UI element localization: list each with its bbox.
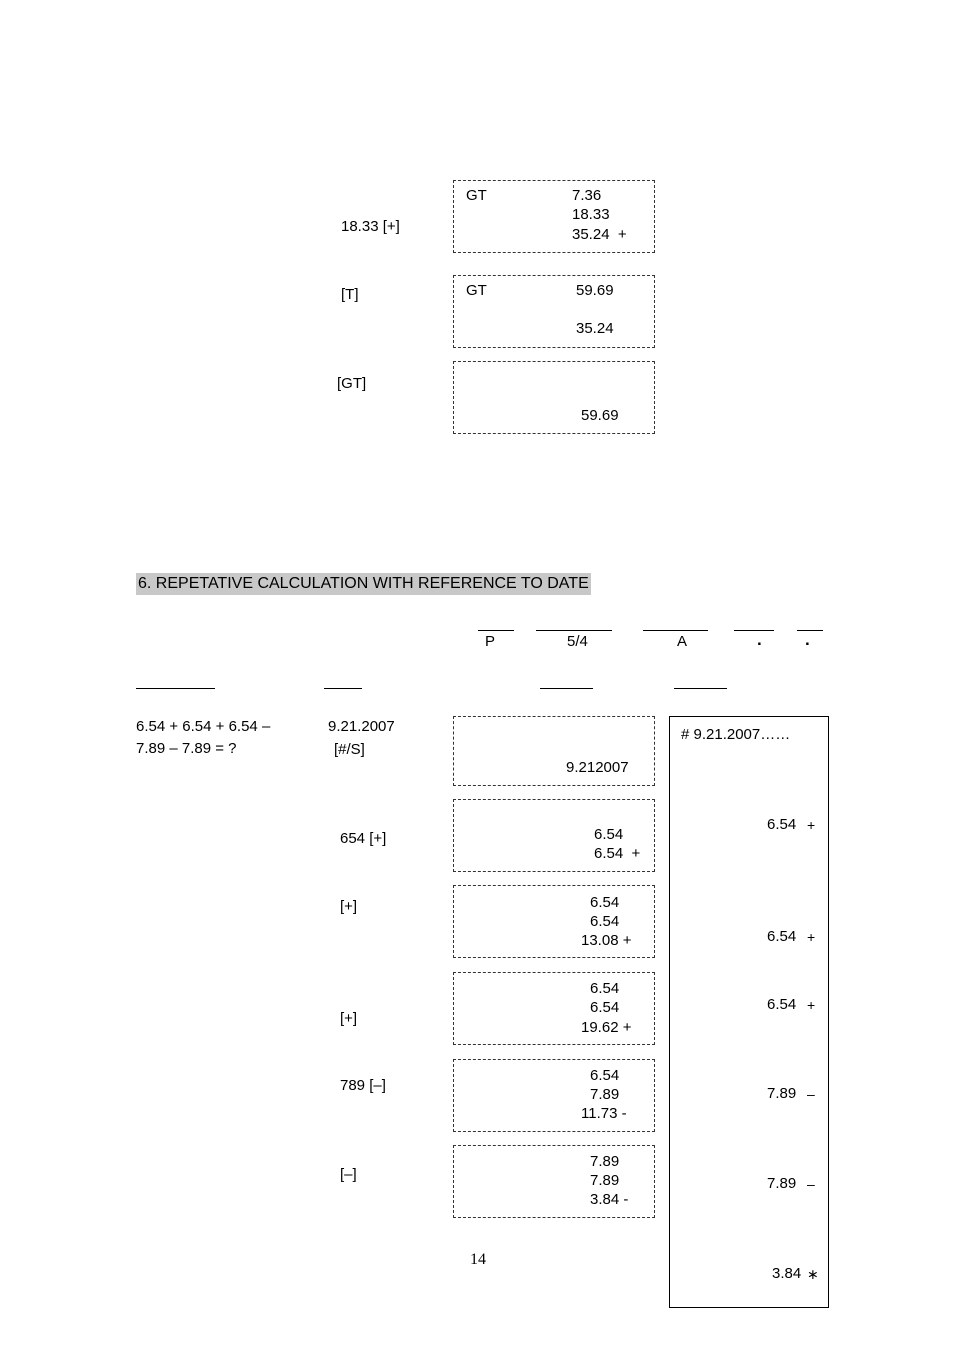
tape-sign: + [807,929,816,945]
calculator-display [453,361,655,434]
tape-value: 6.54 [767,996,797,1013]
calculator-display [453,180,655,253]
display-line: 7.89 [590,1153,620,1170]
problem-line: 6.54 + 6.54 + 6.54 – [136,718,271,735]
tape-value: 6.54 [767,928,797,945]
display-line: 6.54 [594,826,624,843]
key-sequence-label: [T] [341,286,359,303]
gt-indicator: GT [466,187,487,204]
calculator-display [453,1059,655,1132]
date-key: [#/S] [334,741,365,758]
key-sequence-label: [+] [340,898,358,915]
key-sequence-label: [+] [340,1010,358,1027]
display-line: 59.69 [581,407,619,424]
calculator-display [453,799,655,872]
display-line: 6.54 + [594,845,641,862]
display-line: 3.84 - [590,1191,629,1208]
switch-line [536,630,612,631]
switch-line [478,630,514,631]
calculator-display [453,885,655,958]
tape-sign: ∗ [807,1266,819,1282]
calculator-display [453,1145,655,1218]
display-line: 6.54 [590,1067,620,1084]
switch-setting: 5/4 [567,633,588,650]
column-header-rule [136,688,215,689]
tape-value: 7.89 [767,1085,797,1102]
key-sequence-label: [–] [340,1166,357,1183]
display-line: 6.54 [590,980,620,997]
tape-header: # 9.21.2007…… [681,726,791,743]
column-header-rule [540,688,593,689]
tape-value: 6.54 [767,816,797,833]
display-line: 35.24 + [572,226,627,243]
switch-setting: A [677,633,688,650]
tape-value: 7.89 [767,1175,797,1192]
display-line: 6.54 [590,913,620,930]
switch-line [797,630,823,631]
display-line: 7.89 [590,1086,620,1103]
key-sequence-label: [GT] [337,375,367,392]
switch-line [734,630,774,631]
display-line: 6.54 [590,894,620,911]
calculator-display [453,716,655,786]
tape-sign: + [807,817,816,833]
tape-sign: – [807,1176,815,1192]
display-line: 59.69 [576,282,614,299]
tape-value: 3.84 [772,1265,802,1282]
switch-setting: P [485,633,496,650]
gt-indicator: GT [466,282,487,299]
display-line: 13.08 + [581,932,632,949]
switch-setting: . [757,630,762,649]
key-sequence-label: 654 [+] [340,830,387,847]
column-header-rule [674,688,727,689]
display-line: 11.73 - [581,1105,627,1122]
column-header-rule [324,688,362,689]
display-line: 18.33 [572,206,610,223]
printer-tape [669,716,829,1308]
problem-line: 7.89 – 7.89 = ? [136,740,237,757]
tape-sign: – [807,1086,815,1102]
key-sequence-label: 789 [–] [340,1077,386,1094]
display-line: 7.36 [572,187,602,204]
display-line: 35.24 [576,320,614,337]
switch-line [643,630,708,631]
date-entry: 9.21.2007 [328,718,395,735]
calculator-display [453,972,655,1045]
tape-sign: + [807,997,816,1013]
display-line: 6.54 [590,999,620,1016]
key-sequence-label: 18.33 [+] [341,218,400,235]
page-number: 14 [470,1251,486,1268]
section-heading: 6. REPETATIVE CALCULATION WITH REFERENCE TO DATE [136,573,591,595]
switch-setting: . [805,630,810,649]
calculator-display [453,275,655,348]
display-line: 19.62 + [581,1019,632,1036]
display-line: 7.89 [590,1172,620,1189]
display-line: 9.212007 [566,759,629,776]
